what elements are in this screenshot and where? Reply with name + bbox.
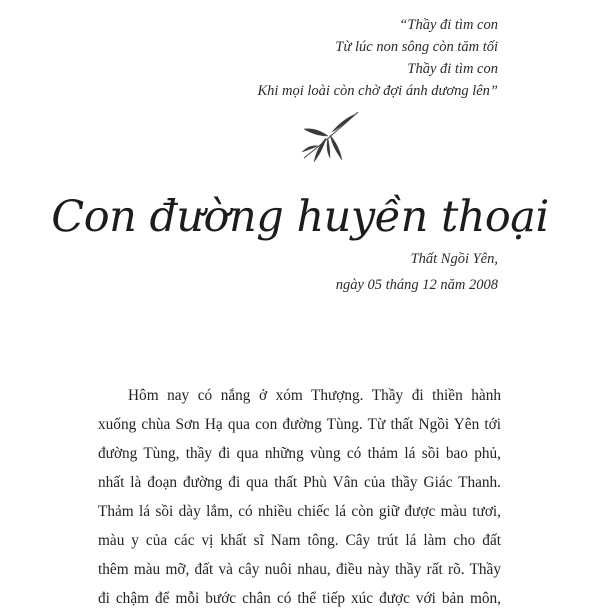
body-line: Hôm nay có nắng ở xóm Thượng. Thầy đi thiền hành <box>128 387 501 404</box>
epigraph-line: Khi mọi loài còn chờ đợi ánh dương lên” <box>257 83 498 99</box>
bamboo-leaf-icon <box>298 108 362 166</box>
dateline-date: ngày 05 tháng 12 năm 2008 <box>335 277 498 293</box>
body-line: màu y của các vị khất sĩ Nam tông. Cây trút lá làm cho đất <box>98 532 501 549</box>
body-line: đi chậm để mỗi bước chân có thể tiếp xúc được với bản môn, <box>98 590 501 607</box>
body-line: đường Tùng, thầy đi qua những vùng có thảm lá sồi bao phủ, <box>98 445 501 462</box>
body-paragraph <box>98 381 501 613</box>
body-line: Thảm lá sồi dày lắm, có nhiều chiếc lá còn giữ được màu tươi, <box>98 503 501 520</box>
chapter-title: Con đường huyền thoại <box>51 192 549 242</box>
body-line: nhất là đoạn đường đi qua thất Phù Vân của thầy Giác Thanh. <box>98 474 501 491</box>
dateline <box>336 246 498 298</box>
dateline-place: Thất Ngồi Yên, <box>410 251 498 267</box>
epigraph-line: Từ lúc non sông còn tăm tối <box>335 39 498 55</box>
body-line: thêm màu mỡ, đất và cây nuôi nhau, điều này thầy rất rõ. Thầy <box>98 561 501 578</box>
epigraph-poem <box>257 14 498 102</box>
epigraph-line: “Thầy đi tìm con <box>399 17 498 33</box>
body-line: xuống chùa Sơn Hạ qua con đường Tùng. Từ thất Ngồi Yên tới <box>98 416 501 433</box>
epigraph-line: Thầy đi tìm con <box>407 61 498 77</box>
